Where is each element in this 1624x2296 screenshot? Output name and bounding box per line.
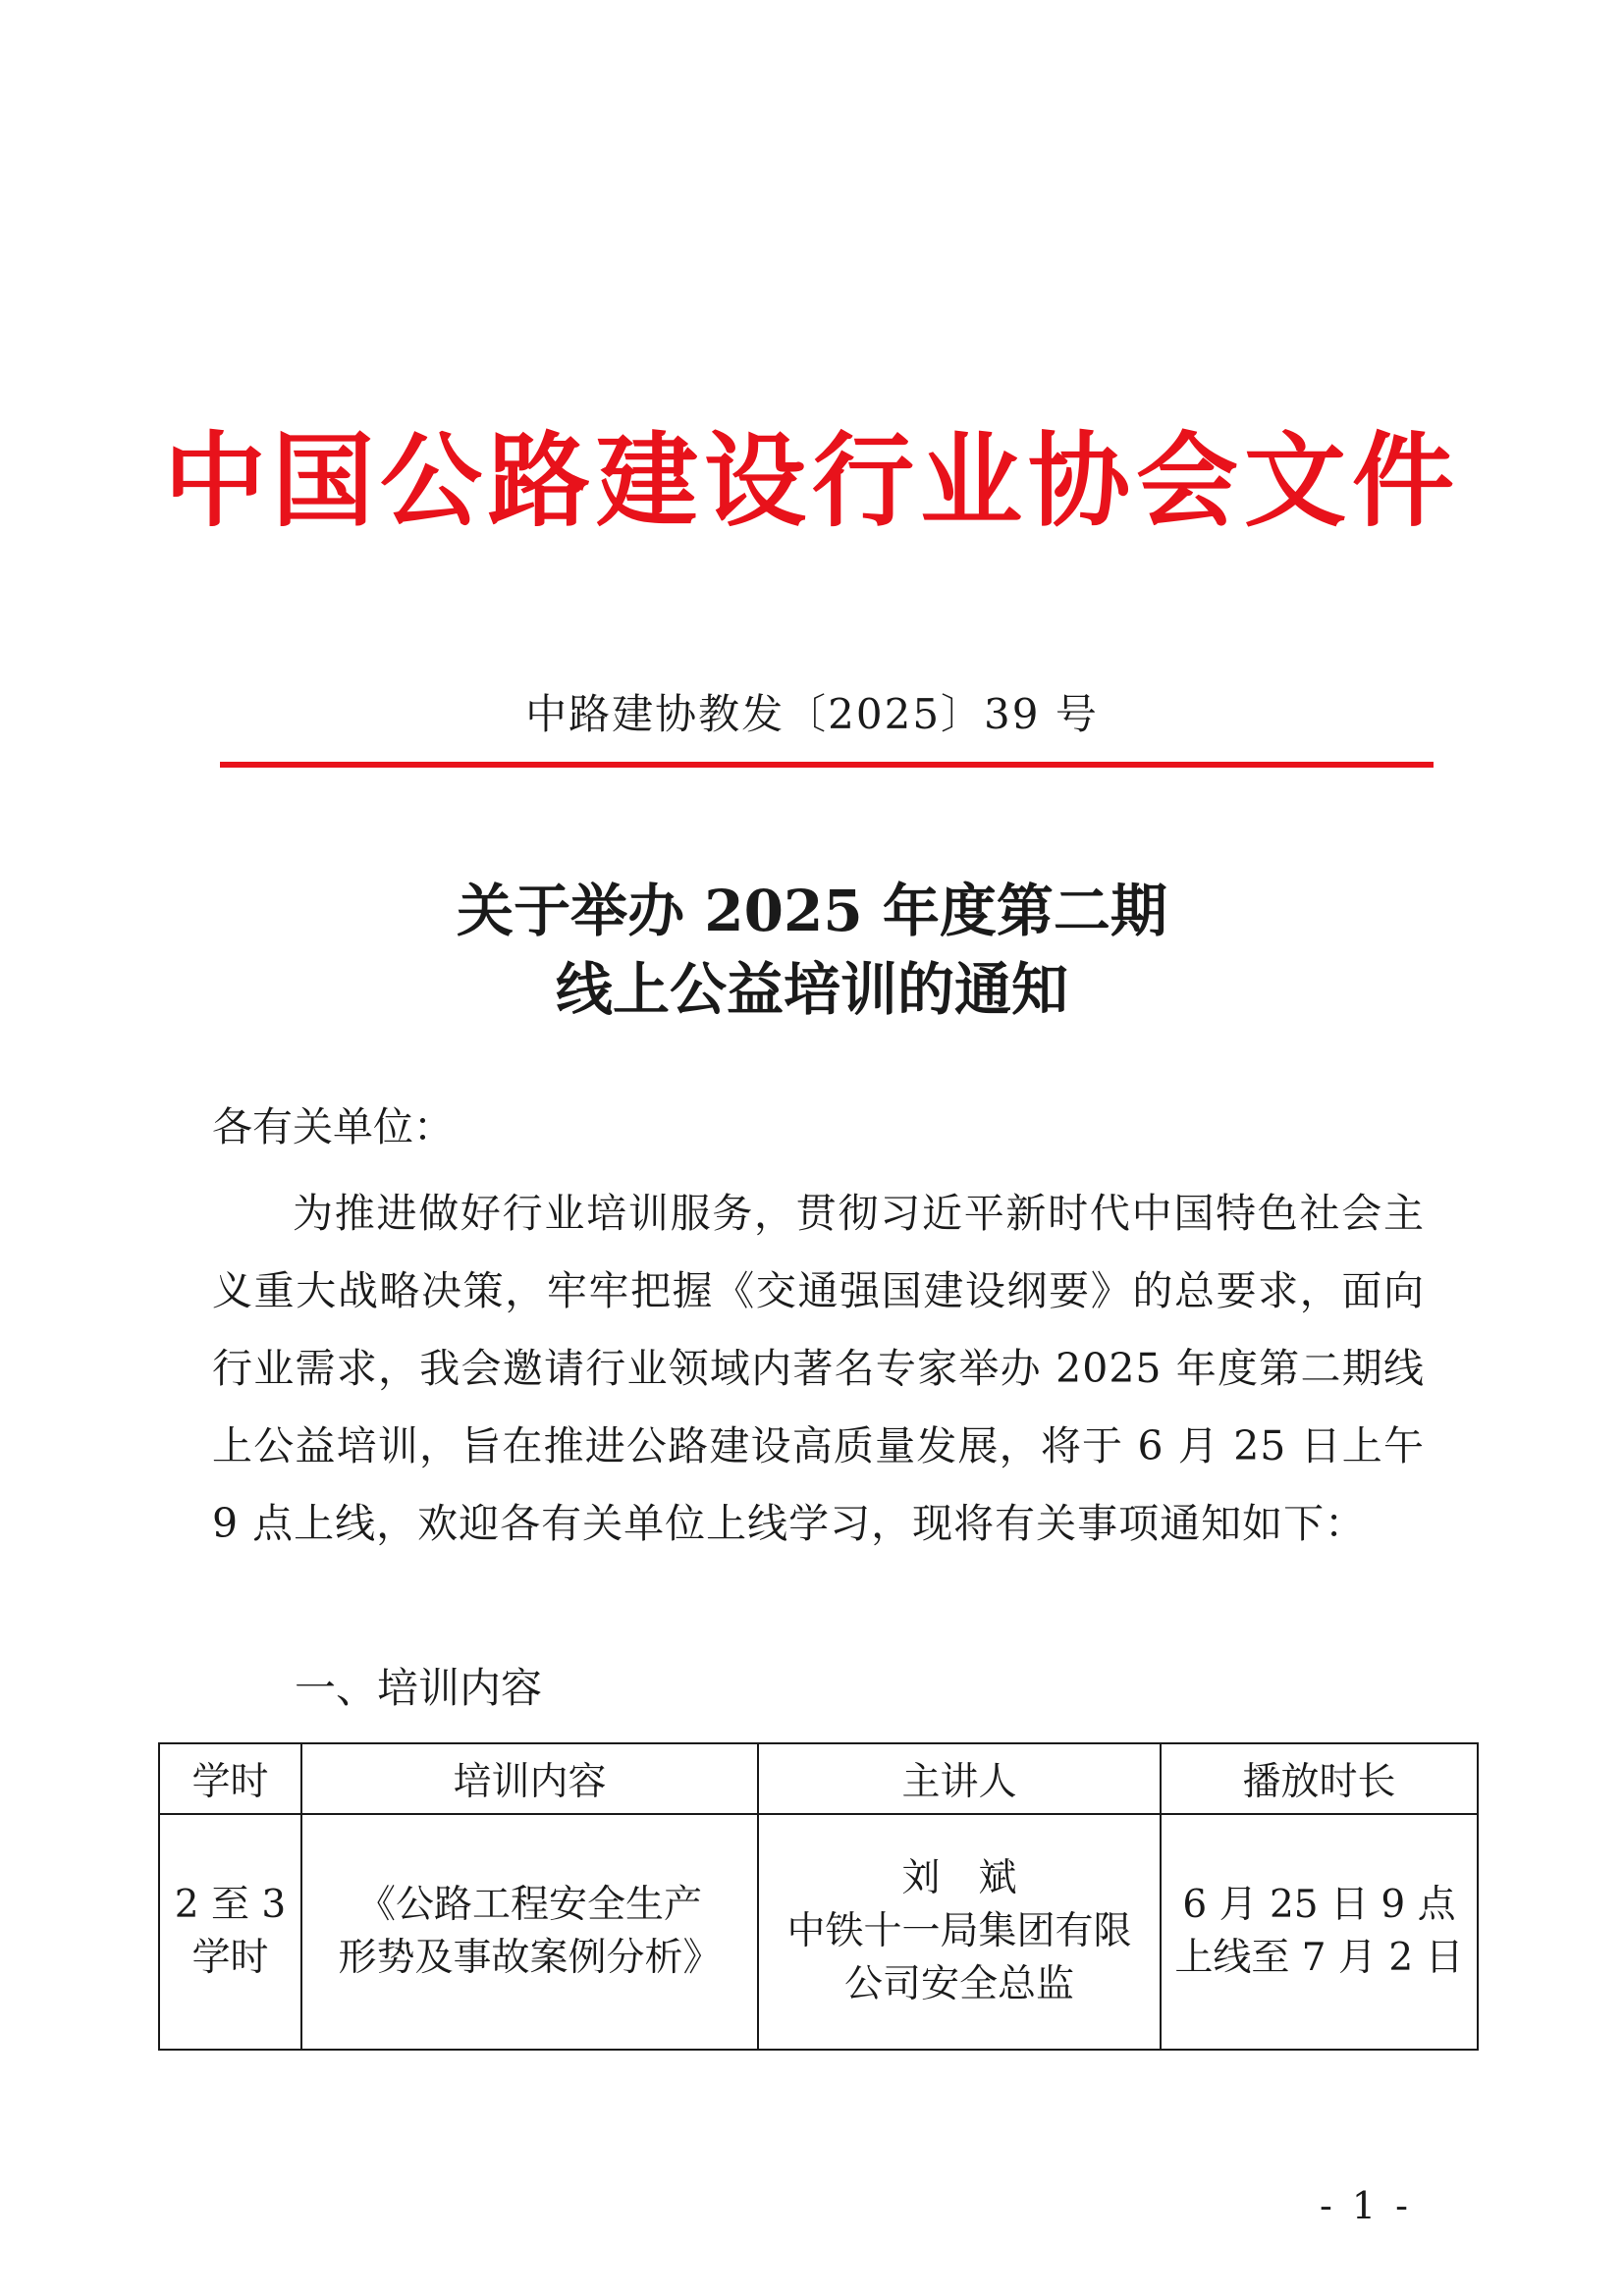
cell-hours: [159, 1814, 301, 2050]
document-number: 中路建协教发〔2025〕39 号: [525, 690, 1099, 738]
header-content: 培训内容: [301, 1743, 758, 1814]
cell-duration-line-2: 上线至 7 月 2 日: [1174, 1936, 1464, 1980]
salutation: 各有关单位：: [212, 1103, 454, 1150]
page-number: - 1 -: [1320, 2184, 1413, 2227]
table-header-row: [159, 1743, 1478, 1814]
masthead-title: 中国公路建设行业协会文件: [163, 421, 1460, 541]
training-schedule-table: [158, 1742, 1479, 2051]
cell-duration: [1161, 1814, 1478, 2050]
red-divider-line: [220, 762, 1434, 768]
cell-speaker-name: 刘 斌: [901, 1856, 1017, 1900]
body-paragraph: 为推进做好行业培训服务，贯彻习近平新时代中国特色社会主义重大战略决策，牢牢把握《交通强国建设纲要》的总要求，面向行业需求，我会邀请行业领域内著名专家举办 2025 年度第二期线上公益培训，旨在推进公路建设高质量发展，将于 6 月 25 日上午 9 点上线，欢迎各有关单位上线学习，现将有关事项通知如下：: [212, 1190, 1425, 1547]
cell-content: [301, 1814, 758, 2050]
header-speaker: 主讲人: [758, 1743, 1161, 1814]
notice-title-line-1: 关于举办 2025 年度第二期: [457, 878, 1167, 944]
header-hours: 学时: [159, 1743, 301, 1814]
cell-content-line-1: 《公路工程安全生产: [356, 1883, 702, 1927]
notice-title-line-2: 线上公益培训的通知: [555, 956, 1068, 1023]
cell-speaker: [758, 1814, 1161, 2050]
cell-content-line-2: 形势及事故案例分析》: [338, 1936, 722, 1980]
table-row: [159, 1814, 1478, 2050]
section-heading-training-content: 一、培训内容: [295, 1664, 543, 1712]
cell-duration-line-1: 6 月 25 日 9 点: [1182, 1883, 1456, 1927]
cell-speaker-org-line-2: 公司安全总监: [843, 1962, 1074, 2006]
cell-hours-line-1: 2 至 3: [174, 1883, 287, 1927]
cell-speaker-org-line-1: 中铁十一局集团有限: [786, 1909, 1132, 1953]
notice-title: [0, 872, 1624, 1029]
header-duration: 播放时长: [1161, 1743, 1478, 1814]
cell-hours-line-2: 学时: [191, 1936, 269, 1980]
